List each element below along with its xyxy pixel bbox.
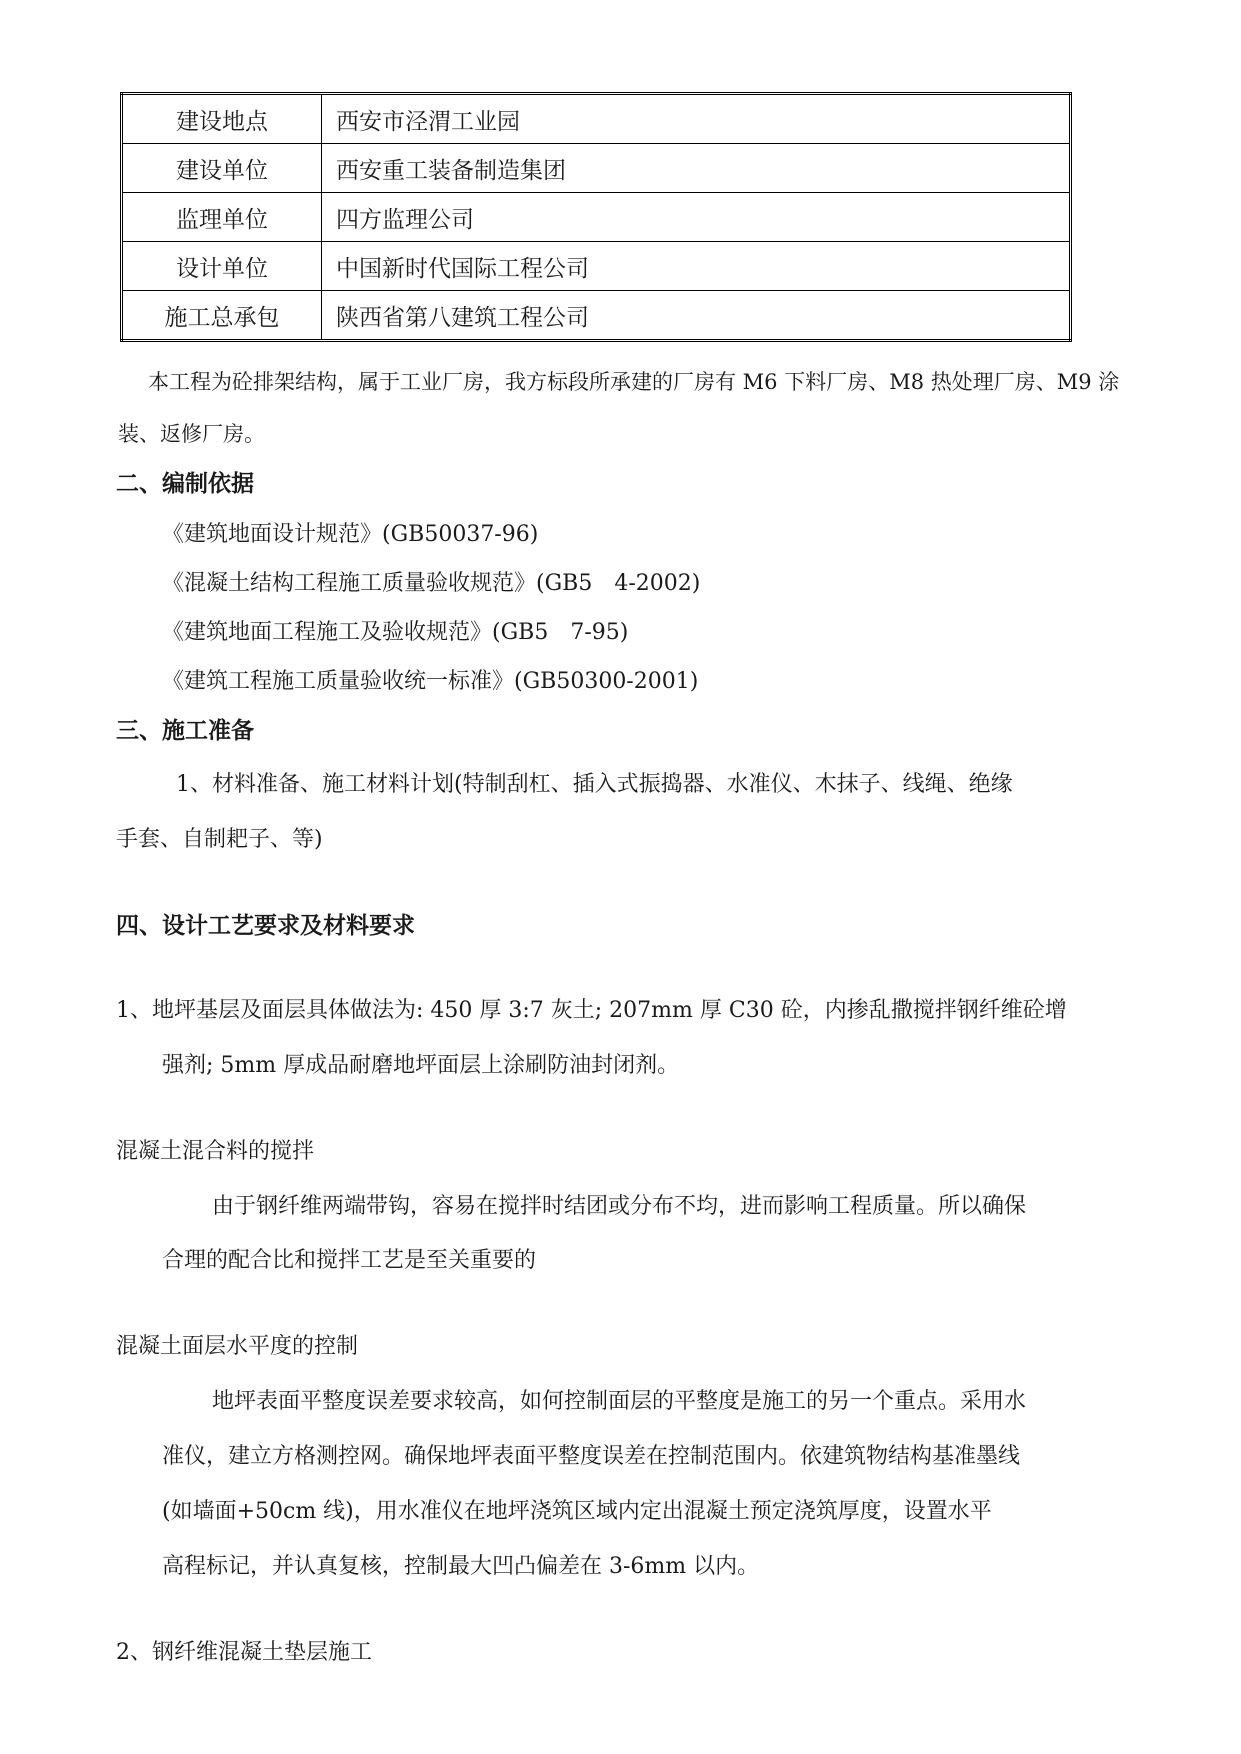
project-info-table: [120, 92, 1072, 342]
body-line: 1、材料准备、施工材料计划(特制刮杠、插入式振捣器、水准仪、木抹子、线绳、绝缘: [176, 772, 1013, 797]
body-line: 准仪，建立方格测控网。确保地坪表面平整度误差在控制范围内。依建筑物结构基准墨线: [162, 1444, 1021, 1469]
row-label: 设计单位: [122, 242, 322, 291]
section-heading: 四、设计工艺要求及材料要求: [116, 913, 415, 939]
row-value: 中国新时代国际工程公司: [322, 242, 1071, 291]
row-label: 监理单位: [122, 193, 322, 242]
overview-line: 装、返修厂房。: [118, 422, 265, 446]
row-label: 建设地点: [122, 94, 322, 144]
body-line: (如墙面+50cm 线)，用水准仪在地坪浇筑区域内定出混凝土预定浇筑厚度，设置水平: [162, 1499, 992, 1524]
subsection-title: 2、钢纤维混凝土垫层施工: [116, 1640, 372, 1665]
table-row: [122, 291, 1071, 341]
body-line: 高程标记，并认真复核，控制最大凹凸偏差在 3-6mm 以内。: [162, 1554, 760, 1579]
body-line: 合理的配合比和搅拌工艺是至关重要的: [162, 1248, 537, 1273]
section-heading: 三、施工准备: [116, 718, 254, 744]
subsection-title: 混凝土面层水平度的控制: [116, 1334, 359, 1359]
reference-item: 《建筑地面设计规范》(GB50037-96): [162, 522, 539, 547]
overview-line: 本工程为砼排架结构，属于工业厂房，我方标段所承建的厂房有 M6 下料厂房、M8 热处理厂房、M9 涂: [148, 370, 1120, 394]
row-value: 西安重工装备制造集团: [322, 144, 1071, 193]
row-value: 西安市泾渭工业园: [322, 94, 1071, 144]
reference-item: 《建筑地面工程施工及验收规范》(GB5 7-95): [162, 620, 629, 645]
body-line: 地坪表面平整度误差要求较高，如何控制面层的平整度是施工的另一个重点。采用水: [212, 1389, 1027, 1414]
table-row: [122, 94, 1071, 144]
row-label: 建设单位: [122, 144, 322, 193]
table-row: [122, 242, 1071, 291]
body-line: 由于钢纤维两端带钩，容易在搅拌时结团或分布不均，进而影响工程质量。所以确保: [212, 1194, 1027, 1219]
section-heading: 二、编制依据: [116, 471, 254, 497]
subsection-title: 混凝土混合料的搅拌: [116, 1139, 315, 1164]
row-value: 陕西省第八建筑工程公司: [322, 291, 1071, 341]
row-value: 四方监理公司: [322, 193, 1071, 242]
body-line: 1、地坪基层及面层具体做法为: 450 厚 3:7 灰土; 207mm 厚 C30 砼，内掺乱撒搅拌钢纤维砼增: [116, 998, 1067, 1023]
body-line: 手套、自制耙子、等): [116, 827, 323, 852]
body-line: 强剂; 5mm 厚成品耐磨地坪面层上涂刷防油封闭剂。: [162, 1053, 680, 1078]
table-row: [122, 193, 1071, 242]
table-row: [122, 144, 1071, 193]
reference-item: 《建筑工程施工质量验收统一标准》(GB50300-2001): [162, 669, 699, 694]
row-label: 施工总承包: [122, 291, 322, 341]
reference-item: 《混凝土结构工程施工质量验收规范》(GB5 4-2002): [162, 571, 701, 596]
